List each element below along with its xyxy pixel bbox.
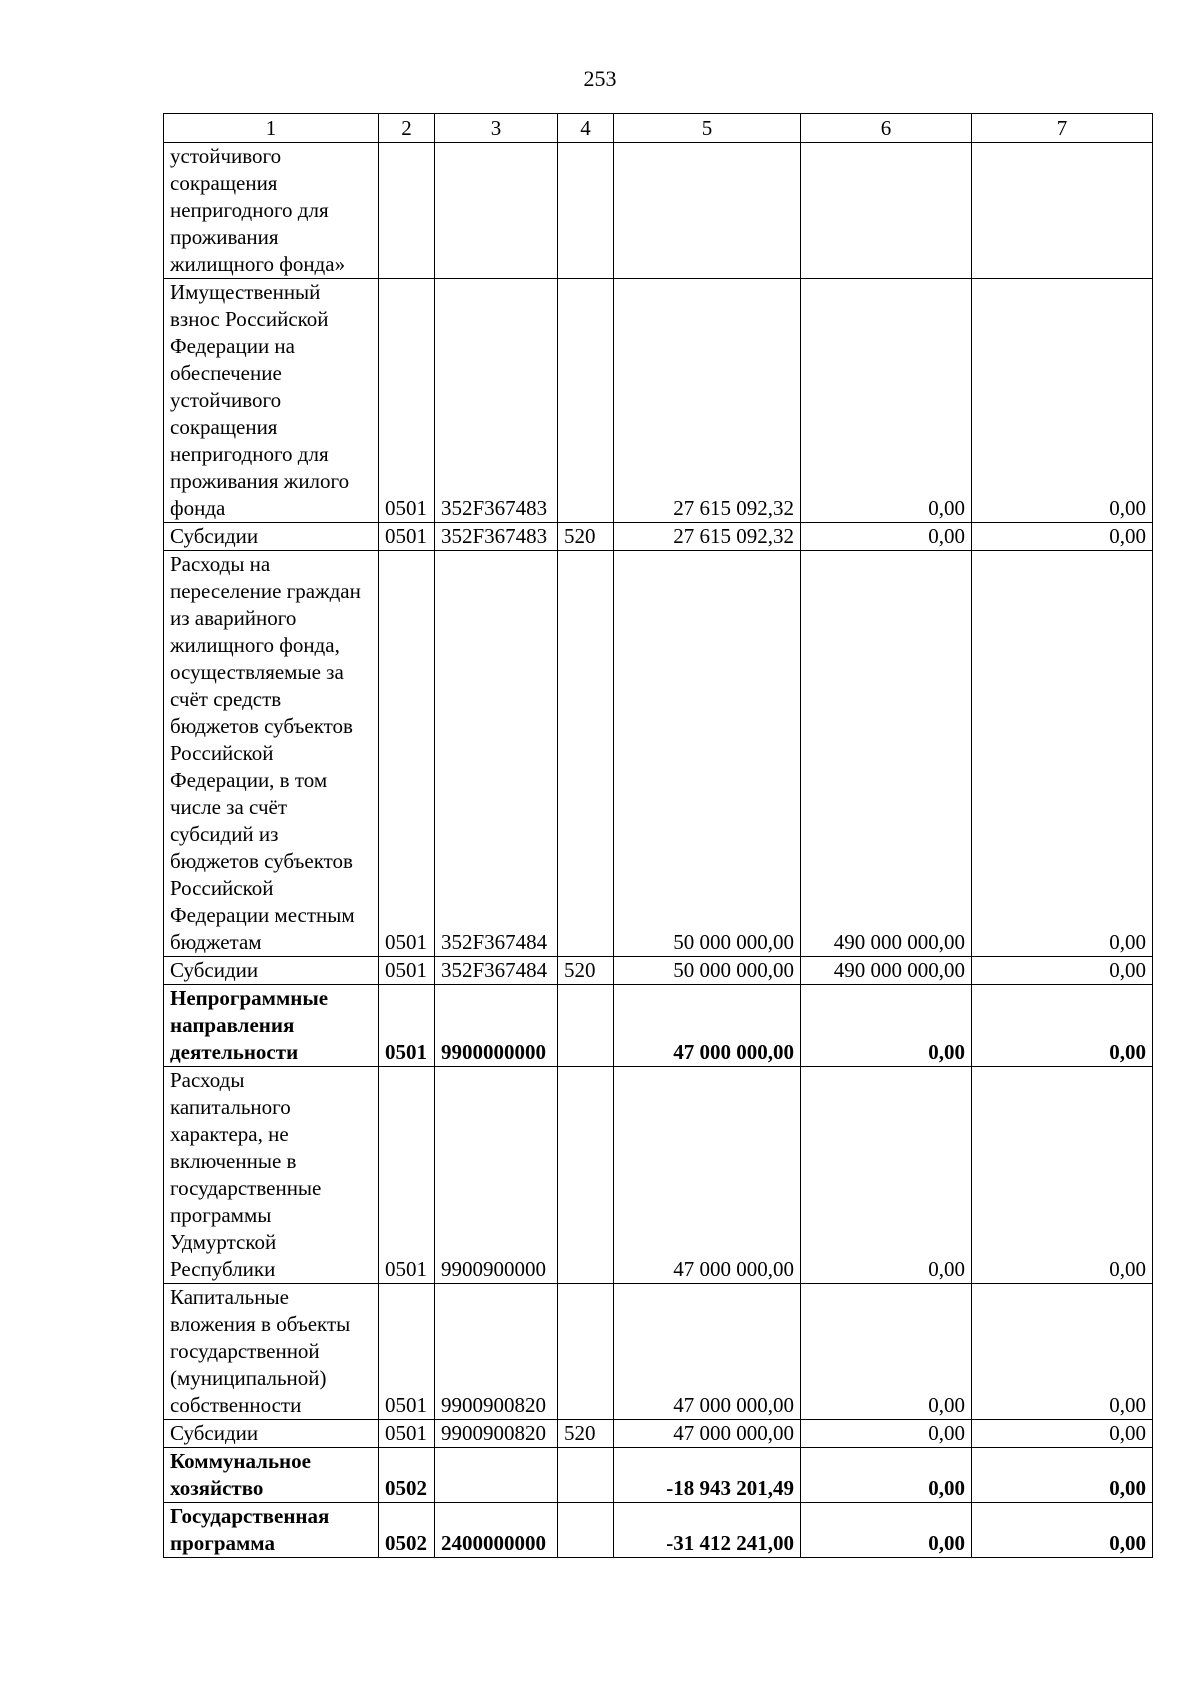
- amount-col6-cell: 0,00: [801, 279, 972, 523]
- section-code-cell: 0501: [379, 1420, 435, 1448]
- target-article-cell: 2400000000: [435, 1503, 558, 1558]
- row-name-line: вложения в объекты: [170, 1312, 351, 1336]
- row-name-cell: [164, 1420, 379, 1448]
- amount-col6-cell: 0,00: [801, 1284, 972, 1420]
- table-row: [164, 1284, 1153, 1420]
- header-cell: 2: [379, 114, 435, 143]
- table-row: [164, 551, 1153, 957]
- section-code-cell: 0501: [379, 1067, 435, 1284]
- amount-col6-cell: 0,00: [801, 1067, 972, 1284]
- row-name-line: фонда: [170, 496, 226, 520]
- row-name-cell: [164, 551, 379, 957]
- amount-col5-cell: -31 412 241,00: [614, 1503, 801, 1558]
- table-row: [164, 1067, 1153, 1284]
- row-name-cell: [164, 279, 379, 523]
- row-name-line: Субсидии: [170, 958, 259, 982]
- amount-col5-cell: [614, 143, 801, 279]
- table-row: [164, 1420, 1153, 1448]
- amount-col5-cell: 50 000 000,00: [614, 551, 801, 957]
- target-article-cell: 9900900820: [435, 1420, 558, 1448]
- row-name-line: Российской: [170, 741, 274, 765]
- amount-col7-cell: 0,00: [972, 523, 1153, 551]
- header-cell: 4: [558, 114, 614, 143]
- amount-col7-cell: 0,00: [972, 1067, 1153, 1284]
- row-name-line: собственности: [170, 1393, 302, 1417]
- row-name-line: непригодного для: [170, 442, 329, 466]
- amount-col7-cell: 0,00: [972, 1284, 1153, 1420]
- amount-col7-cell: 0,00: [972, 957, 1153, 985]
- row-name-line: взнос Российской: [170, 307, 329, 331]
- row-name-line: Федерации местным: [170, 903, 355, 927]
- header-cell: 7: [972, 114, 1153, 143]
- row-name-line: устойчивого: [170, 144, 282, 168]
- target-article-cell: 352F367483: [435, 523, 558, 551]
- table-row: [164, 957, 1153, 985]
- row-name-line: сокращения: [170, 415, 278, 439]
- table-row: [164, 1448, 1153, 1503]
- row-name-line: Субсидии: [170, 524, 259, 548]
- page-number: 253: [583, 66, 617, 91]
- row-name-line: из аварийного: [170, 606, 297, 630]
- row-name-line: субсидий из: [170, 822, 279, 846]
- amount-col7-cell: 0,00: [972, 1503, 1153, 1558]
- section-code-cell: 0501: [379, 1284, 435, 1420]
- target-article-cell: 352F367483: [435, 279, 558, 523]
- row-name-line: Федерации на: [170, 334, 295, 358]
- amount-col6-cell: 490 000 000,00: [801, 551, 972, 957]
- section-code-cell: 0502: [379, 1503, 435, 1558]
- row-name-line: Субсидии: [170, 1421, 259, 1445]
- row-name-line: устойчивого: [170, 388, 282, 412]
- expense-type-cell: [558, 1067, 614, 1284]
- header-cell: 5: [614, 114, 801, 143]
- section-code-cell: 0502: [379, 1448, 435, 1503]
- row-name-line: обеспечение: [170, 361, 282, 385]
- row-name-line: Непрограммные: [170, 986, 329, 1010]
- row-name-line: Федерации, в том: [170, 768, 328, 792]
- expense-type-cell: [558, 1503, 614, 1558]
- target-article-cell: [435, 1448, 558, 1503]
- row-name-line: деятельности: [170, 1040, 299, 1064]
- target-article-cell: 9900000000: [435, 985, 558, 1067]
- row-name-line: направления: [170, 1013, 295, 1037]
- amount-col5-cell: 47 000 000,00: [614, 985, 801, 1067]
- row-name-line: сокращения: [170, 171, 278, 195]
- row-name-line: непригодного для: [170, 198, 329, 222]
- budget-table: [163, 113, 1153, 1558]
- section-code-cell: 0501: [379, 279, 435, 523]
- target-article-cell: 9900900000: [435, 1067, 558, 1284]
- table-row: [164, 279, 1153, 523]
- row-name-line: Имущественный: [170, 280, 321, 304]
- section-code-cell: [379, 143, 435, 279]
- amount-col7-cell: 0,00: [972, 1448, 1153, 1503]
- row-name-line: государственной: [170, 1339, 320, 1363]
- amount-col7-cell: 0,00: [972, 551, 1153, 957]
- section-code-cell: 0501: [379, 551, 435, 957]
- target-article-cell: 9900900820: [435, 1284, 558, 1420]
- expense-type-cell: 520: [558, 957, 614, 985]
- header-cell: 1: [164, 114, 379, 143]
- row-name-line: Удмуртской: [170, 1230, 277, 1254]
- amount-col5-cell: 50 000 000,00: [614, 957, 801, 985]
- row-name-line: жилищного фонда»: [170, 252, 346, 276]
- row-name-line: Капитальные: [170, 1285, 289, 1309]
- row-name-cell: [164, 1503, 379, 1558]
- amount-col6-cell: 0,00: [801, 523, 972, 551]
- amount-col6-cell: 490 000 000,00: [801, 957, 972, 985]
- section-code-cell: 0501: [379, 523, 435, 551]
- row-name-line: бюджетам: [170, 930, 262, 954]
- row-name-line: Расходы: [170, 1068, 245, 1092]
- target-article-cell: 352F367484: [435, 957, 558, 985]
- amount-col7-cell: [972, 143, 1153, 279]
- row-name-line: Государственная: [170, 1504, 330, 1528]
- expense-type-cell: [558, 1284, 614, 1420]
- row-name-line: бюджетов субъектов: [170, 714, 353, 738]
- row-name-line: государственные: [170, 1176, 322, 1200]
- header-row: [164, 114, 1153, 143]
- row-name-cell: [164, 1284, 379, 1420]
- row-name-line: Российской: [170, 876, 274, 900]
- row-name-line: числе за счёт: [170, 795, 287, 819]
- expense-type-cell: [558, 985, 614, 1067]
- amount-col5-cell: -18 943 201,49: [614, 1448, 801, 1503]
- amount-col5-cell: 47 000 000,00: [614, 1420, 801, 1448]
- expense-type-cell: [558, 279, 614, 523]
- amount-col6-cell: 0,00: [801, 1420, 972, 1448]
- row-name-line: программы: [170, 1203, 272, 1227]
- expense-type-cell: [558, 551, 614, 957]
- row-name-line: (муниципальной): [170, 1366, 327, 1390]
- header-cell: 3: [435, 114, 558, 143]
- row-name-line: Расходы на: [170, 552, 271, 576]
- row-name-cell: [164, 143, 379, 279]
- row-name-line: проживания: [170, 225, 279, 249]
- target-article-cell: 352F367484: [435, 551, 558, 957]
- row-name-cell: [164, 1067, 379, 1284]
- section-code-cell: 0501: [379, 957, 435, 985]
- amount-col5-cell: 47 000 000,00: [614, 1067, 801, 1284]
- row-name-line: счёт средств: [170, 687, 282, 711]
- row-name-line: Коммунальное: [170, 1449, 311, 1473]
- amount-col7-cell: 0,00: [972, 1420, 1153, 1448]
- row-name-line: Республики: [170, 1257, 276, 1281]
- expense-type-cell: 520: [558, 1420, 614, 1448]
- table-row: [164, 1503, 1153, 1558]
- row-name-line: осуществляемые за: [170, 660, 344, 684]
- amount-col5-cell: 27 615 092,32: [614, 523, 801, 551]
- expense-type-cell: [558, 1448, 614, 1503]
- row-name-line: характера, не: [170, 1122, 289, 1146]
- amount-col6-cell: 0,00: [801, 985, 972, 1067]
- row-name-line: хозяйство: [170, 1476, 264, 1500]
- amount-col7-cell: 0,00: [972, 279, 1153, 523]
- row-name-line: бюджетов субъектов: [170, 849, 353, 873]
- table-row: [164, 143, 1153, 279]
- amount-col5-cell: 27 615 092,32: [614, 279, 801, 523]
- target-article-cell: [435, 143, 558, 279]
- section-code-cell: 0501: [379, 985, 435, 1067]
- row-name-line: проживания жилого: [170, 469, 350, 493]
- amount-col6-cell: 0,00: [801, 1448, 972, 1503]
- row-name-line: жилищного фонда,: [170, 633, 340, 657]
- amount-col5-cell: 47 000 000,00: [614, 1284, 801, 1420]
- row-name-cell: [164, 523, 379, 551]
- row-name-line: капитального: [170, 1095, 291, 1119]
- row-name-cell: [164, 985, 379, 1067]
- table-row: [164, 985, 1153, 1067]
- amount-col7-cell: 0,00: [972, 985, 1153, 1067]
- amount-col6-cell: 0,00: [801, 1503, 972, 1558]
- row-name-line: переселение граждан: [170, 579, 361, 603]
- expense-type-cell: 520: [558, 523, 614, 551]
- row-name-cell: [164, 1448, 379, 1503]
- header-cell: 6: [801, 114, 972, 143]
- row-name-line: включенные в: [170, 1149, 297, 1173]
- row-name-cell: [164, 957, 379, 985]
- expense-type-cell: [558, 143, 614, 279]
- row-name-line: программа: [170, 1531, 275, 1555]
- amount-col6-cell: [801, 143, 972, 279]
- table-row: [164, 523, 1153, 551]
